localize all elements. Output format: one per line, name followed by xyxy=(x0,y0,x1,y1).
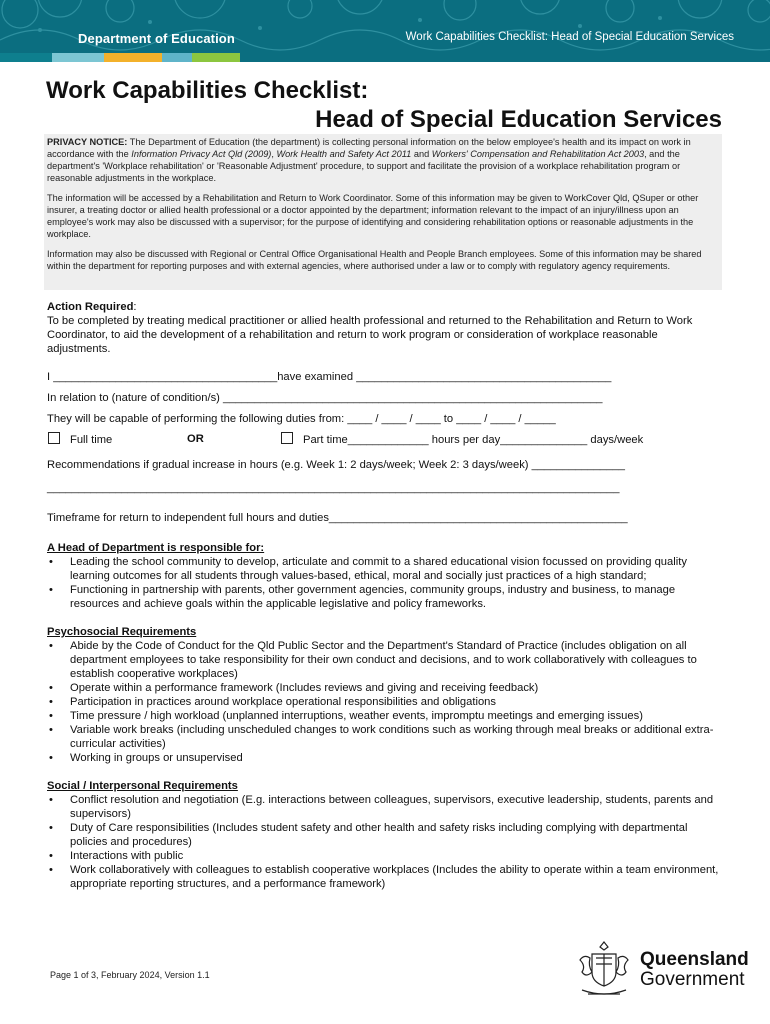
action-heading-label: Action Required xyxy=(47,301,134,313)
privacy-paragraph-2: The information will be accessed by a Rehabilitation and Return to Work Coordinator. Some of this information may be given to WorkCover Qld, QSuper or other insurer, a treating doctor or allied health professional or a doctor appointed by the department; information relevant to the impact of an injury/illness upon an employee's work may also be discussed with a supervisor; for the purpose of identifying and considering rehabilitation options or reasonable adjustments in the workplace. xyxy=(47,193,699,239)
list-item: • Operate within a performance framework (Includes reviews and giving and receiving feedback) xyxy=(47,681,723,695)
act-name: Workers' Compensation and Rehabilitation Act 2003 xyxy=(431,149,645,159)
section-heading: A Head of Department is responsible for: xyxy=(47,542,265,554)
privacy-text: and xyxy=(411,149,432,159)
condition-field[interactable]: In relation to (nature of condition/s) _____________________________________________________________ xyxy=(47,392,603,404)
action-heading xyxy=(47,300,723,314)
responsibilities-list xyxy=(47,555,723,611)
privacy-label: PRIVACY NOTICE: xyxy=(47,137,128,147)
header-doc-title: Work Capabilities Checklist: Head of Special Education Services xyxy=(405,31,734,43)
qld-wordmark-line2: Government xyxy=(640,969,745,990)
action-colon: : xyxy=(133,301,137,313)
coat-of-arms-icon xyxy=(574,936,634,998)
brand-color-bar xyxy=(0,53,240,62)
list-item: • Variable work breaks (including unscheduled changes to work conditions such as working through meal breaks or additional extra-curricular activities) xyxy=(47,723,723,751)
list-item: • Participation in practices around workplace operational responsibilities and obligations xyxy=(47,695,723,709)
part-time-option[interactable] xyxy=(281,432,643,447)
list-item: • Working in groups or unsupervised xyxy=(47,751,723,765)
main-content xyxy=(47,300,723,891)
action-text: To be completed by treating medical practitioner or allied health professional and returned to the Rehabilitation and Return to Work Coordinator, to aid the development of a rehabilitation and return to work program or consideration of workplace reasonable adjustments. xyxy=(47,315,693,355)
duties-date-field[interactable]: They will be capable of performing the following duties from: ____ / ____ / ____ to ____ / ____ / _____ xyxy=(47,413,556,425)
social-list xyxy=(47,793,723,891)
page-header xyxy=(0,0,770,62)
qld-wordmark-line1: Queensland xyxy=(640,949,749,970)
or-label: OR xyxy=(187,433,204,445)
act-name: Information Privacy Act Qld (2009) xyxy=(131,149,272,159)
full-time-label: Full time xyxy=(70,434,113,446)
list-item: • Abide by the Code of Conduct for the Qld Public Sector and the Department's Standard of Practice (includes obligation on all department employees to take responsibility for their own conduct and decisions, and to work collaboratively with colleagues to establish cooperative workplaces) xyxy=(47,639,723,681)
queensland-government-logo xyxy=(574,936,750,1000)
recommendations-field[interactable]: Recommendations if gradual increase in hours (e.g. Week 1: 2 days/week; Week 2: 3 days/week) _______________ xyxy=(47,459,625,471)
list-item: • Conflict resolution and negotiation (E.g. interactions between colleagues, supervisors, executive leadership, students, parents and supervisors) xyxy=(47,793,723,821)
timeframe-field[interactable]: Timeframe for return to independent full hours and duties________________________________________________ xyxy=(47,512,628,524)
privacy-text: , xyxy=(271,149,277,159)
page-footer: Page 1 of 3, February 2024, Version 1.1 xyxy=(50,970,210,980)
page-title-line1: Work Capabilities Checklist: xyxy=(46,77,369,104)
department-name: Department of Education xyxy=(78,31,235,46)
list-item: • Interactions with public xyxy=(47,849,723,863)
recommendations-line[interactable]: ____________________________________________________________________________________________ xyxy=(47,482,620,494)
section-heading: Psychosocial Requirements xyxy=(47,626,197,638)
privacy-paragraph-3: Information may also be discussed with Regional or Central Office Organisational Health and People Branch employees. Some of this information may be shared within the department for reporting purposes and with external agencies, where authorised under a law or to comply with regulatory agency requirements. xyxy=(47,249,702,271)
psychosocial-list xyxy=(47,639,723,765)
privacy-paragraph-1 xyxy=(47,136,719,184)
list-item: • Functioning in partnership with parents, other government agencies, community groups, industry and business, to manage resources and achieve goals within the applicable legislative and policy frameworks. xyxy=(47,583,723,611)
qld-wordmark xyxy=(640,950,749,990)
privacy-text: The Department of Education (the department) is collecting personal information on the below employee's health and its impact on work in accordance with the xyxy=(47,137,691,159)
list-item: • Leading the school community to develop, articulate and commit to a shared educational vision focussed on providing quality learning outcomes for all students through values-based, ethical, moral and socially just practices of a high standard; xyxy=(47,555,723,583)
act-name: Work Health and Safety Act 2011 xyxy=(276,149,412,159)
full-time-option[interactable] xyxy=(48,432,112,447)
examined-field[interactable]: I ____________________________________have examined _________________________________________ xyxy=(47,371,612,383)
list-item: • Duty of Care responsibilities (Includes student safety and other health and safety risks including complying with departmental policies and procedures) xyxy=(47,821,723,849)
privacy-notice xyxy=(44,134,722,290)
part-time-label: Part time_____________ hours per day______________ days/week xyxy=(303,434,644,446)
page-title-line2: Head of Special Education Services xyxy=(315,106,722,133)
privacy-text: , and the department's 'Workplace rehabilitation' or 'Reasonable Adjustment' procedure, to support and facilitate the provision of a workplace rehabilitation program or reasonable adjustments in the workplace. xyxy=(47,149,681,183)
list-item: • Time pressure / high workload (unplanned interruptions, weather events, impromptu meetings and emerging issues) xyxy=(47,709,723,723)
hours-row xyxy=(47,432,723,448)
section-heading: Social / Interpersonal Requirements xyxy=(47,780,238,792)
part-time-checkbox[interactable] xyxy=(281,432,293,444)
list-item: • Work collaboratively with colleagues to establish cooperative workplaces (Includes the ability to operate within a team environment, appropriate reporting structures, and a performance framework) xyxy=(47,863,723,891)
full-time-checkbox[interactable] xyxy=(48,432,60,444)
